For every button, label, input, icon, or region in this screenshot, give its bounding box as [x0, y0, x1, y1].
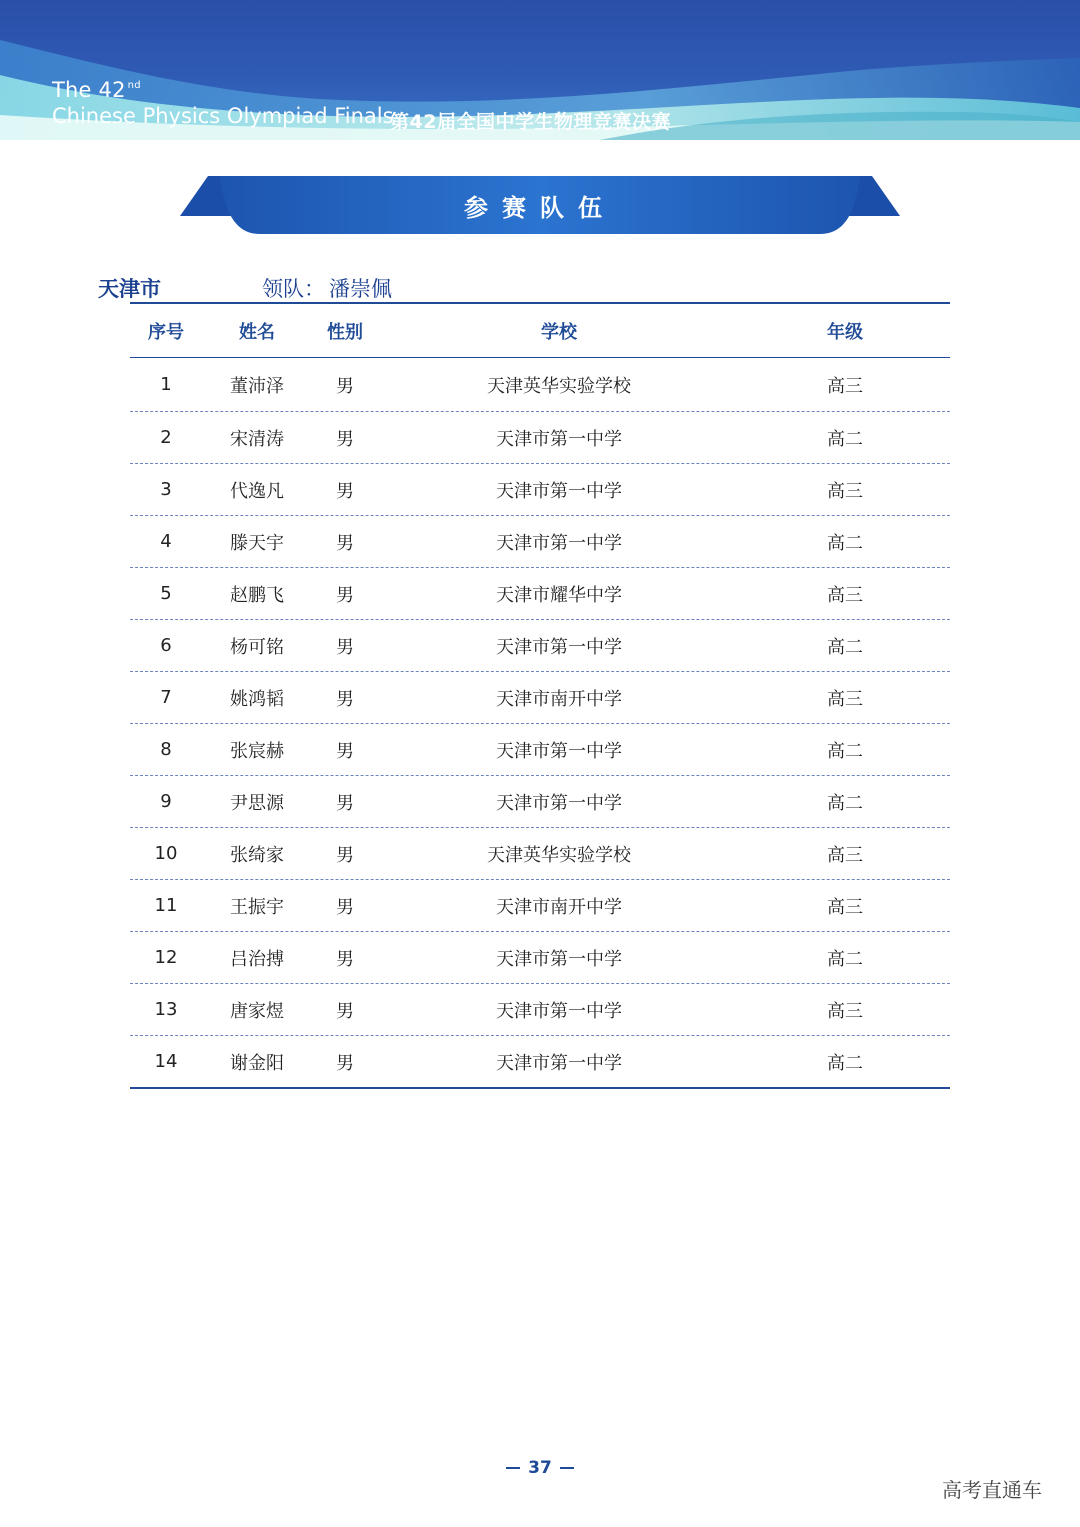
cell-index: 7	[160, 687, 172, 708]
cell-name: 董沛泽	[230, 375, 284, 397]
cell-index: 12	[154, 947, 178, 968]
header-gender: 性别	[327, 321, 363, 343]
team-leader	[262, 273, 392, 303]
cell-gender: 男	[336, 1052, 354, 1074]
header-banner	[0, 0, 1080, 140]
cell-index: 14	[154, 1051, 178, 1072]
cell-index: 3	[160, 479, 172, 500]
cell-name: 王振宇	[230, 896, 284, 918]
header-name: 姓名	[239, 321, 275, 343]
cell-school: 天津市第一中学	[496, 428, 622, 450]
cell-index: 4	[160, 531, 172, 552]
cell-school: 天津市南开中学	[496, 896, 622, 918]
table-row	[130, 515, 950, 567]
cell-gender: 男	[336, 1000, 354, 1022]
cell-grade: 高三	[827, 480, 863, 502]
cell-name: 唐家煜	[230, 1000, 284, 1022]
cell-school: 天津市第一中学	[496, 532, 622, 554]
banner-title-cn: 第42届全国中学生物理竞赛决赛	[390, 111, 671, 133]
cell-grade: 高三	[827, 688, 863, 710]
table-row	[130, 723, 950, 775]
cell-gender: 男	[336, 375, 354, 397]
table-body	[130, 358, 950, 1087]
cell-school: 天津市第一中学	[496, 480, 622, 502]
cell-name: 姚鸿韬	[230, 688, 284, 710]
cell-gender: 男	[336, 428, 354, 450]
banner-edition	[52, 78, 141, 102]
table-row	[130, 1035, 950, 1087]
header-index: 序号	[148, 321, 184, 343]
cell-index: 5	[160, 583, 172, 604]
table-row	[130, 983, 950, 1035]
cell-gender: 男	[336, 688, 354, 710]
cell-index: 11	[154, 895, 178, 916]
cell-grade: 高三	[827, 1000, 863, 1022]
team-city: 天津市	[98, 277, 161, 301]
cell-grade: 高二	[827, 792, 863, 814]
cell-name: 滕天宇	[230, 532, 284, 554]
table-row	[130, 879, 950, 931]
cell-gender: 男	[336, 636, 354, 658]
cell-school: 天津英华实验学校	[487, 844, 631, 866]
page-number-dash-right	[560, 1467, 574, 1469]
leader-label: 领队：	[262, 277, 325, 301]
cell-name: 吕治搏	[230, 948, 284, 970]
cell-school: 天津市第一中学	[496, 636, 622, 658]
table-row	[130, 931, 950, 983]
cell-name: 张绮家	[230, 844, 284, 866]
cell-grade: 高二	[827, 740, 863, 762]
table-row	[130, 775, 950, 827]
page-number	[0, 1458, 1080, 1478]
cell-school: 天津英华实验学校	[487, 375, 631, 397]
table-row	[130, 411, 950, 463]
table-row	[130, 671, 950, 723]
cell-grade: 高二	[827, 532, 863, 554]
cell-name: 杨可铭	[230, 636, 284, 658]
cell-school: 天津市第一中学	[496, 740, 622, 762]
cell-gender: 男	[336, 844, 354, 866]
cell-school: 天津市第一中学	[496, 792, 622, 814]
cell-school: 天津市耀华中学	[496, 584, 622, 606]
banner-title-en: Chinese Physics Olympiad Finals	[52, 104, 394, 128]
table-row	[130, 827, 950, 879]
leader-name: 潘崇佩	[329, 277, 392, 301]
cell-grade: 高二	[827, 1052, 863, 1074]
banner-edition-suffix: nd	[127, 80, 141, 91]
cell-name: 赵鹏飞	[230, 584, 284, 606]
header-school: 学校	[541, 321, 577, 343]
cell-grade: 高三	[827, 844, 863, 866]
cell-name: 宋清涛	[230, 428, 284, 450]
cell-school: 天津市第一中学	[496, 948, 622, 970]
cell-index: 13	[154, 999, 178, 1020]
cell-grade: 高二	[827, 636, 863, 658]
cell-name: 尹思源	[230, 792, 284, 814]
cell-gender: 男	[336, 584, 354, 606]
page-number-value: 37	[528, 1458, 552, 1478]
table-row	[130, 619, 950, 671]
cell-index: 1	[160, 374, 172, 395]
cell-index: 6	[160, 635, 172, 656]
section-title: 参赛队伍	[464, 194, 616, 222]
cell-grade: 高三	[827, 584, 863, 606]
cell-index: 8	[160, 739, 172, 760]
cell-gender: 男	[336, 948, 354, 970]
table-header-row	[130, 304, 950, 358]
cell-grade: 高三	[827, 896, 863, 918]
cell-name: 代逸凡	[230, 480, 284, 502]
banner-edition-number: The 42	[52, 78, 126, 102]
cell-index: 2	[160, 427, 172, 448]
cell-school: 天津市第一中学	[496, 1052, 622, 1074]
cell-grade: 高二	[827, 428, 863, 450]
cell-grade: 高二	[827, 948, 863, 970]
cell-index: 9	[160, 791, 172, 812]
table-row	[130, 463, 950, 515]
cell-grade: 高三	[827, 375, 863, 397]
table-row	[130, 358, 950, 411]
cell-name: 谢金阳	[230, 1052, 284, 1074]
watermark: 高考直通车	[942, 1478, 1042, 1502]
table-row	[130, 567, 950, 619]
page-number-dash-left	[506, 1467, 520, 1469]
cell-gender: 男	[336, 896, 354, 918]
cell-name: 张宸赫	[230, 740, 284, 762]
roster-table	[130, 302, 950, 1089]
cell-gender: 男	[336, 792, 354, 814]
cell-gender: 男	[336, 740, 354, 762]
header-grade: 年级	[827, 321, 863, 343]
cell-school: 天津市第一中学	[496, 1000, 622, 1022]
cell-school: 天津市南开中学	[496, 688, 622, 710]
cell-index: 10	[154, 843, 178, 864]
cell-gender: 男	[336, 532, 354, 554]
cell-gender: 男	[336, 480, 354, 502]
